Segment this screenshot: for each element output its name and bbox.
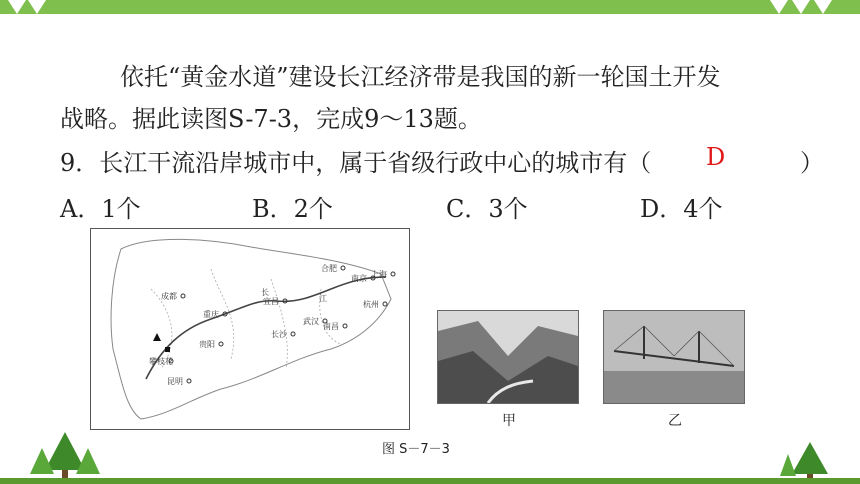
city-label: 武汉 <box>303 317 319 326</box>
photo-label-jia: 甲 <box>502 413 516 429</box>
city-label: 南京 <box>351 274 367 283</box>
mountain-marker <box>153 333 161 341</box>
figure-caption: 图 S－7－3 <box>382 442 450 457</box>
city-marker <box>291 332 295 336</box>
city-marker <box>181 294 185 298</box>
city-label: 长沙 <box>271 330 287 339</box>
yangtze-map <box>90 228 410 430</box>
city-label: 成都 <box>161 292 177 301</box>
top-triangle-decoration <box>814 0 832 14</box>
city-label: 杭州 <box>363 300 379 309</box>
city-label: 上海 <box>371 270 387 279</box>
city-marker <box>343 324 347 328</box>
city-marker <box>391 272 395 276</box>
river-label-jiang: 江 <box>319 294 327 303</box>
top-triangle-decoration <box>770 0 788 14</box>
city-label: 重庆 <box>203 310 219 319</box>
option-a: A．1个 <box>60 195 141 223</box>
top-triangle-decoration <box>28 0 46 14</box>
city-label: 宜昌 <box>263 297 279 306</box>
city-marker <box>187 379 191 383</box>
city-label: 昆明 <box>167 377 183 386</box>
question-stem: 9．长江干流沿岸城市中，属于省级行政中心的城市有（ <box>60 149 652 177</box>
city-label: 南昌 <box>323 322 339 331</box>
top-decoration-bar <box>0 0 860 14</box>
option-c: C．3个 <box>446 195 528 223</box>
intro-line-2: 战略。据此读图S-7-3，完成9～13题。 <box>60 105 482 133</box>
answer-mark: D <box>706 143 726 171</box>
intro-line-1: 依托“黄金水道”建设长江经济带是我国的新一轮国土开发 <box>120 63 721 91</box>
photo-label-yi: 乙 <box>668 413 682 429</box>
city-label: 合肥 <box>321 264 337 273</box>
city-label: 贵阳 <box>199 340 215 349</box>
tree-decoration-left <box>30 430 100 480</box>
photo-gorge <box>437 310 579 404</box>
city-marker <box>383 302 387 306</box>
city-label: 攀枝花 <box>149 357 173 366</box>
option-d: D．4个 <box>640 195 723 223</box>
tree-decoration-right <box>780 440 840 480</box>
question-close-paren: ） <box>800 149 824 177</box>
option-b: B．2个 <box>252 195 333 223</box>
dam-marker <box>165 347 170 352</box>
river-label-chang: 长 <box>261 288 269 297</box>
photo-bridge <box>603 310 745 404</box>
top-triangle-decoration <box>792 0 810 14</box>
basin-outline <box>111 239 391 419</box>
city-marker <box>341 266 345 270</box>
city-marker <box>219 342 223 346</box>
bottom-decoration-bar <box>0 478 860 484</box>
top-triangle-decoration <box>8 0 26 14</box>
